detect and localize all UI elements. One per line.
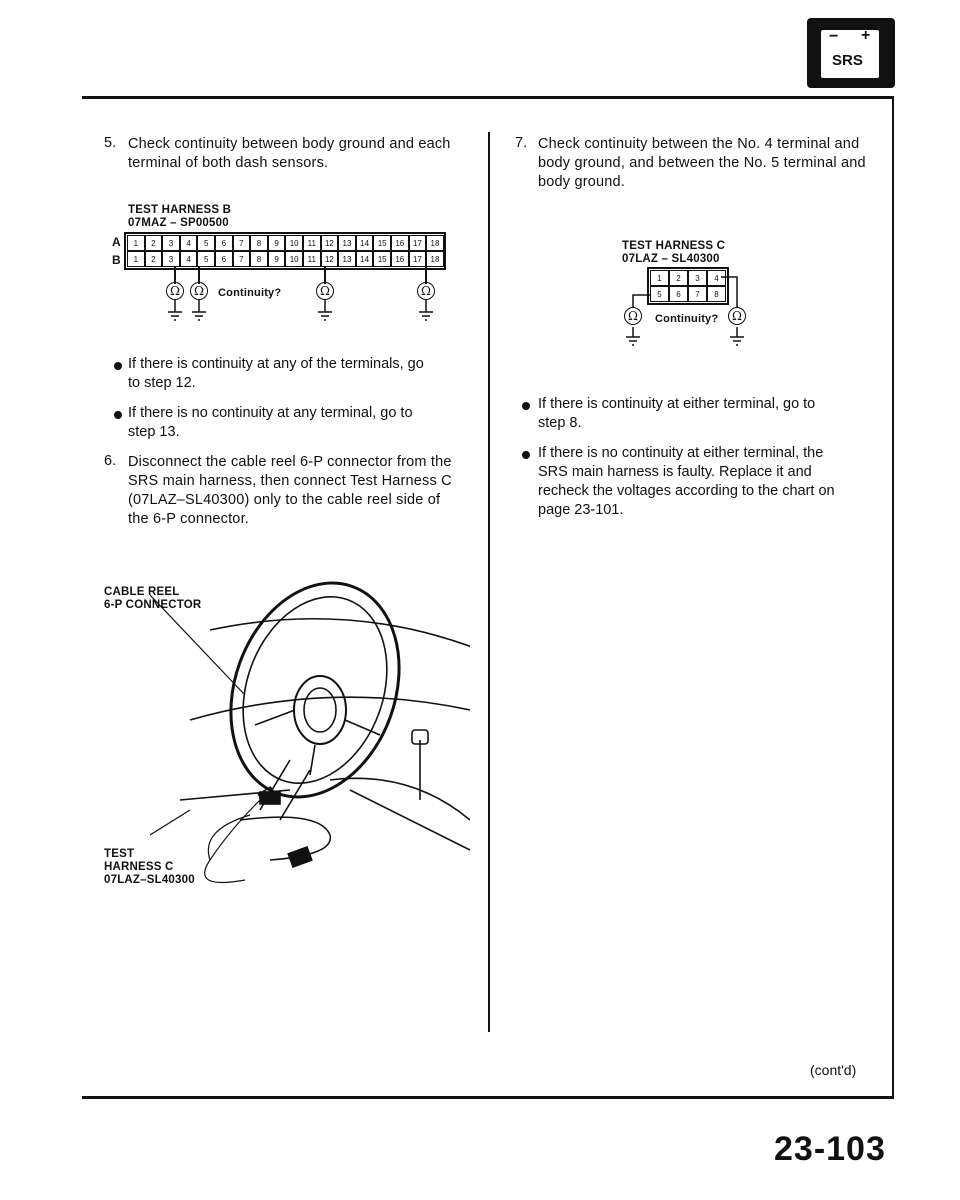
step-5-line: terminal of both dash sensors. <box>128 155 329 171</box>
bullet-line: If there is continuity at any of the terminals, go <box>128 356 424 372</box>
battery-icon <box>821 27 879 78</box>
terminal-cell: 1 <box>650 270 669 286</box>
srs-badge <box>807 18 895 88</box>
terminal-cell: 8 <box>250 235 268 251</box>
bullet-line: step 8. <box>538 415 582 431</box>
step-7-line: body ground, and between the No. 5 terminal and <box>538 155 866 171</box>
terminal-cell: 6 <box>215 235 233 251</box>
terminal-cell: 3 <box>162 235 180 251</box>
terminal-cell: 4 <box>707 270 726 286</box>
cable-reel-label-line: CABLE REEL <box>104 586 180 598</box>
harness-c-title-text: TEST HARNESS C <box>622 240 726 252</box>
bullet-dot <box>522 451 530 459</box>
bullet-dot <box>114 411 122 419</box>
step-6-line: (07LAZ–SL40300) only to the cable reel side of <box>128 492 441 508</box>
test-harness-label-line: TEST <box>104 848 135 860</box>
bottom-rule <box>82 1096 894 1099</box>
bullet-line: If there is no continuity at either terminal, the <box>538 445 824 461</box>
terminal-cell: 7 <box>233 251 251 267</box>
srs-label: SRS <box>832 52 863 69</box>
terminal-cell: 7 <box>233 235 251 251</box>
bullet-item <box>538 444 883 520</box>
test-harness-label-line: 07LAZ–SL40300 <box>104 874 195 886</box>
harness-b-title-text: TEST HARNESS B <box>128 204 232 216</box>
terminal-cell: 1 <box>127 235 145 251</box>
bullet-dot <box>114 362 122 370</box>
ground-symbols <box>112 298 452 328</box>
step-5-number: 5. <box>104 135 117 151</box>
terminal-cell: 2 <box>145 251 163 267</box>
step-7-line: Check continuity between the No. 4 terminal and <box>538 136 860 152</box>
column-divider <box>488 132 490 1032</box>
terminal-cell: 9 <box>268 251 286 267</box>
harness-b-part-number: 07MAZ – SP00500 <box>128 217 229 229</box>
test-harness-label-line: HARNESS C <box>104 861 174 873</box>
terminal-cell: 4 <box>180 251 198 267</box>
bullet-line: recheck the voltages according to the chart on <box>538 483 835 499</box>
step-6-line: SRS main harness, then connect Test Harness C <box>128 473 452 489</box>
terminal-cell: 5 <box>197 235 215 251</box>
harness-c-part-number: 07LAZ – SL40300 <box>622 253 720 265</box>
terminal-cell: 6 <box>215 251 233 267</box>
right-rule <box>892 96 894 1096</box>
ohmmeter-icon: Ω <box>316 282 334 300</box>
step-7-line: body ground. <box>538 174 626 190</box>
terminal-cell: 16 <box>391 251 409 267</box>
terminal-cell: 6 <box>669 286 688 302</box>
ohmmeter-icon: Ω <box>190 282 208 300</box>
continued-label: (cont'd) <box>810 1062 857 1078</box>
top-rule <box>82 96 894 99</box>
continuity-label: Continuity? <box>218 287 282 299</box>
bullet-line: to step 12. <box>128 375 196 391</box>
terminal-cell: 13 <box>338 235 356 251</box>
bullet-item <box>538 395 883 433</box>
terminal-cell: 17 <box>409 235 427 251</box>
terminal-cell: 3 <box>162 251 180 267</box>
terminal-cell: 2 <box>669 270 688 286</box>
step-5-text <box>128 135 478 173</box>
harness-c-connector <box>615 265 785 355</box>
terminal-cell: 15 <box>373 235 391 251</box>
step-6-line: Disconnect the cable reel 6-P connector from the <box>128 454 452 470</box>
bullet-line: step 13. <box>128 424 180 440</box>
probe-wires <box>615 265 785 355</box>
terminal-cell: 18 <box>426 235 444 251</box>
terminal-cell: 12 <box>321 235 339 251</box>
step-6-number: 6. <box>104 453 117 469</box>
harness-b-connector <box>112 230 452 328</box>
terminal-cell: 5 <box>650 286 669 302</box>
terminal-cell: 1 <box>127 251 145 267</box>
bullet-item <box>128 404 468 442</box>
plus-sign: + <box>861 27 871 44</box>
row-a-label: A <box>112 235 121 249</box>
terminal-cell: 18 <box>426 251 444 267</box>
ohmmeter-icon: Ω <box>624 307 642 325</box>
terminal-cell: 8 <box>250 251 268 267</box>
bullet-line: page 23-101. <box>538 502 624 518</box>
minus-sign: − <box>829 28 839 45</box>
page-number: 23-103 <box>774 1130 886 1168</box>
terminal-cell: 4 <box>180 235 198 251</box>
bullet-line: If there is no continuity at any terminal, go to <box>128 405 413 421</box>
harness-b-title <box>128 204 231 230</box>
cable-reel-label-line: 6-P CONNECTOR <box>104 599 202 611</box>
bullet-dot <box>522 402 530 410</box>
terminal-cell: 11 <box>303 251 321 267</box>
terminal-cell: 3 <box>688 270 707 286</box>
terminal-cell: 10 <box>285 235 303 251</box>
ohmmeter-icon: Ω <box>728 307 746 325</box>
step-5-line: Check continuity between body ground and each <box>128 136 451 152</box>
row-b-label: B <box>112 253 121 267</box>
step-6-line: the 6-P connector. <box>128 511 250 527</box>
ohmmeter-icon: Ω <box>166 282 184 300</box>
bullet-item <box>128 355 468 393</box>
terminal-cell: 13 <box>338 251 356 267</box>
terminal-cell: 5 <box>197 251 215 267</box>
terminal-cell: 2 <box>145 235 163 251</box>
ohmmeter-icon: Ω <box>417 282 435 300</box>
terminal-cell: 11 <box>303 235 321 251</box>
bullet-line: If there is continuity at either terminal, go to <box>538 396 816 412</box>
terminal-cell: 17 <box>409 251 427 267</box>
harness-c-title <box>622 240 725 266</box>
step-6-text <box>128 453 478 529</box>
terminal-cell: 16 <box>391 235 409 251</box>
terminal-cell: 12 <box>321 251 339 267</box>
terminal-cell: 14 <box>356 251 374 267</box>
continuity-label: Continuity? <box>655 313 719 325</box>
terminal-cell: 14 <box>356 235 374 251</box>
terminal-cell: 7 <box>688 286 707 302</box>
step-7-text <box>538 135 883 192</box>
step-7-number: 7. <box>515 135 528 151</box>
terminal-cell: 9 <box>268 235 286 251</box>
terminal-cell: 15 <box>373 251 391 267</box>
terminal-cell: 8 <box>707 286 726 302</box>
steering-wheel-illustration <box>150 560 470 890</box>
terminal-cell: 10 <box>285 251 303 267</box>
bullet-line: SRS main harness is faulty. Replace it and <box>538 464 812 480</box>
